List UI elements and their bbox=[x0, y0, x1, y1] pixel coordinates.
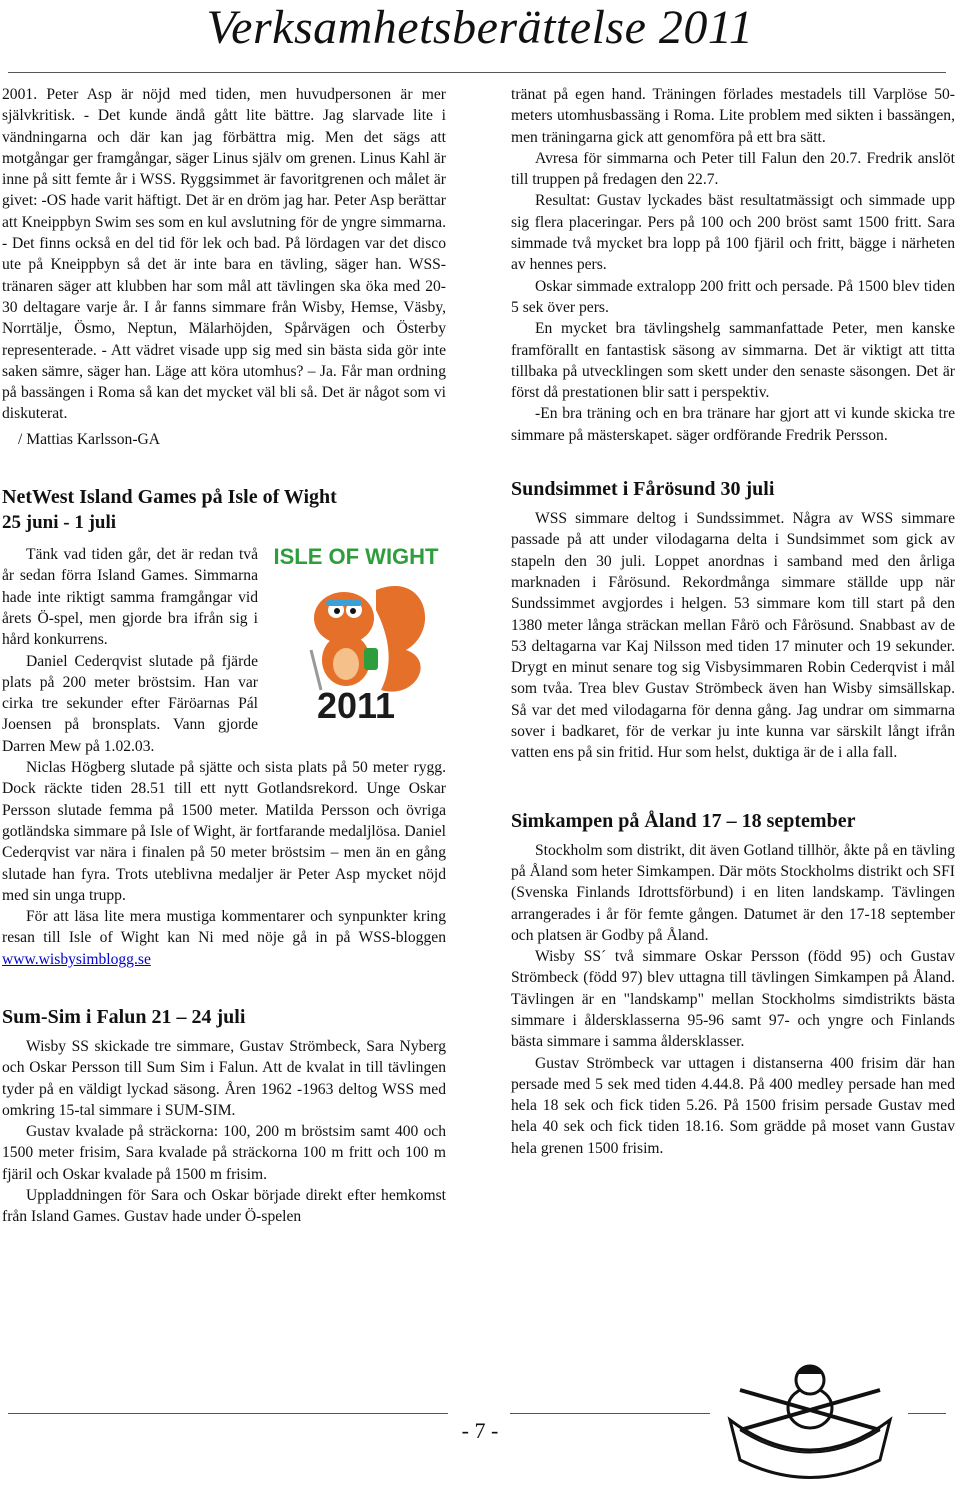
natwest-heading: NetWest Island Games på Isle of Wight bbox=[2, 486, 337, 509]
page-title: Verksamhetsberättelse 2011 bbox=[206, 1, 754, 54]
aland-para-2: Wisby SS´ två simmare Oskar Persson (född 95) och Gustav Strömbeck (född 97) blev uttagna till tävlingen Simkampen på Åland. Tävlingen är en "landskamp" mellan Stockholms simdistrikts bästa simmare i åldersklasserna 95-96 samt 97- och yngre och Finlands bästa simmare i samma åldersklasser. bbox=[511, 948, 955, 1051]
farosund-para: WSS simmare deltog i Sundssimmet. Några av WSS simmare passade på att under vilodagarna delta i Sundsimmet som gick av stapeln den 30 juli. Loppet anordnas i samband med den årliga marknaden i Fårösund. Rekordmånga simmare ställde upp när Sundssimmet avgjordes i helgen. 53 simmare kom till start på den 1380 meter långa sträckan mellan Fårö och Fårösund. Snabbast av de 53 deltagarna var Kaj Nilsson med tiden 17 minuter och 19 sekunder. Drygt en minut senare tog sig Visbysimmaren Robin Cederqvist i mål som tvåa. Trea blev Gustav Strömbeck även han Wisby simsällskap. Så var det med vilodagarna för denna gång. Jag undrar om simmarna sover i badkaret, för de verkar ju inte kunna var särskilt långt ifrån vatten ens på sin fritid. Hur som helst, duktiga är de i alla fall. bbox=[511, 510, 955, 762]
falun-para-2: Gustav kvalade på sträckorna: 100, 200 m bröstsim samt 400 och 1500 meter frisim, Sara kvalade på sträckorna 100 m fritt och 100 m fjäril och Oskar kvalade på 1500 m frisim. bbox=[2, 1123, 446, 1183]
falun-para-3: Uppladdningen för Sara och Oskar började direkt efter hemkomst från Island Games. Gustav hade under Ö-spelen bbox=[2, 1187, 446, 1226]
falun-para-1: Wisby SS skickade tre simmare, Gustav Strömbeck, Sara Nyberg och Oskar Persson till Sum Sim i Falun. Att de kvalat in till tävlingen tyder på en väldigt lyckad säsong. Åren 1962 -1963 deltog WSS med omkring 15-tal simmare i SUM-SIM. bbox=[2, 1037, 446, 1119]
footer-rule-left bbox=[8, 1413, 448, 1414]
rowing-boat-illustration bbox=[710, 1360, 910, 1489]
page-number: - 7 - bbox=[461, 1418, 499, 1443]
right-para-2: Avresa för simmarna och Peter till Falun den 20.7. Fredrik anslöt till truppen på fredagen den 22.7. bbox=[511, 149, 955, 189]
natwest-para-2: Daniel Cederqvist slutade på fjärde plats på 200 meter bröstsim. Han var cirka tre sekunder efter Färöarnas Pál Joensen på bronsplats. Vann gjorde Darren Mew på 1.02.03. bbox=[2, 652, 258, 755]
footer-rule-right bbox=[510, 1413, 710, 1414]
aland-para-3: Gustav Strömbeck var uttagen i distanserna 400 frisim där han persade med 5 sek med tiden 4.44.8. På 400 medley persade han med hela 18 sek och fick tiden 5.26. På 1500 frisim persade Gustav med hela 40 sek och fick tiden 18.16. Som grädde på moset vann Gustav hela grenen 1500 frisim. bbox=[511, 1054, 955, 1157]
right-para-3: Resultat: Gustav lyckades bäst resultatmässigt och simmade upp sig flera placeringar. Pers på 100 och 200 bröst samt 1500 fritt. Sara simmade två mycket bra lopp på 100 fjäril och fritt, bägge i närheten av hennes pers. bbox=[511, 192, 955, 274]
right-para-1: tränat på egen hand. Träningen förlades mestadels till Varplöse 50-meters utomhusbassäng i Roma. Lite problem med sikten i bassängen, men träningarna gick att genomföra på ett bra sätt. bbox=[511, 86, 955, 146]
natwest-para-4 bbox=[2, 906, 446, 970]
signature: / Mattias Karlsson-GA bbox=[18, 430, 161, 448]
aland-para-1: Stockholm som distrikt, dit även Gotland tillhör, åkte på en tävling på Åland som heter Simkampen. Där möts Stockholms distrikt och SFI (Svenska Finlands Idrottsförbund) i en liten landskamp. Tävlingen arrangerades i år för femte gången. Datumet är den 17-18 september och platsen är Godby på Åland. bbox=[511, 841, 955, 944]
logo-year: 2011 bbox=[316, 685, 396, 723]
natwest-para-1: Tänk vad tiden går, det är redan två år sedan förra Island Games. Simmarna hade inte riktigt samma framgångar vid årets Ö-spel, men gjorde bra ifrån sig i hård konkurrens. bbox=[2, 546, 258, 649]
header-rule bbox=[8, 72, 946, 73]
natwest-para-4-text: För att läsa lite mera mustiga kommentarer och synpunkter kring resan till Isle of Wight kan Ni med nöje gå in på WSS-bloggen bbox=[2, 908, 446, 947]
footer-rule-far-right bbox=[908, 1413, 946, 1414]
natwest-subheading: 25 juni - 1 juli bbox=[2, 512, 117, 534]
wss-blog-link[interactable]: www.wisbysimblogg.se bbox=[2, 950, 151, 968]
right-para-5: En mycket bra tävlingshelg sammanfattade Peter, men kanske framförallt en fantastisk säsong av simmarna. Det är viktigt att titta tillbaka på utvecklingen som skett under den senaste säsongen. Det är först då prestationen blir satt i perspektiv. bbox=[511, 320, 955, 402]
farosund-heading: Sundsimmet i Fårösund 30 juli bbox=[511, 478, 775, 501]
intro-paragraph: 2001. Peter Asp är nöjd med tiden, men huvudpersonen är mer självkritisk. - Det kunde ändå gått lite bättre. Jag slarvade lite i vändningarna och där kan jag förbättra mig. Men det sägs att motgångar ger framgångar, säger Linus själv om grenen. Linus Kahl är inne på sitt femte år i WSS. Ryggsimmet är favoritgrenen och målet är givet: -OS hade varit häftigt. Det är en dröm jag har. Peter Asp berättar att Kneippbyn Swim ses som en kul avslutning för de yngre simmarna. - Det finns också en del tid för lek och bad. På lördagen var det disco ute på Kneippbyn så det är inte bara en tävling, säger han. WSS-tränaren säger att klubben har som mål att tävlingen ska öka med 20-30 deltagare varje år. I år fanns simmare från Wisby, Hemse, Väsby, Norrtälje, Ösmo, Neptun, Mälarhöjden, Spårvägen och Österby representerade. - Att vädret visade upp sig med sin bästa sida gör inte saken sämre, säger han. Läge att köra utomhus? – Ja. Får man ordning på bassängen i Roma så kan det mycket väl bli så. Det är något som vi diskuterat. bbox=[2, 86, 446, 423]
isle-of-wight-logo bbox=[266, 540, 446, 722]
right-para-6: -En bra träning och en bra tränare har gjort att vi kunde skicka tre simmare på mästerskapet. säger ordförande Fredrik Persson. bbox=[511, 405, 955, 444]
right-para-4: Oskar simmade extralopp 200 fritt och persade. På 1500 blev tiden 5 sek över pers. bbox=[511, 277, 955, 316]
logo-top-text: ISLE OF WIGHT bbox=[273, 544, 439, 570]
natwest-para-3: Niclas Högberg slutade på sjätte och sista plats på 50 meter rygg. Dock räckte tiden 28.51 till ett nytt Gotlandsrekord. Unge Oskar Persson slutade femma på 1500 meter. Matilda Persson och övriga gotländska simmare på Isle of Wight, är fortfarande medaljlösa. Daniel Cederqvist var nära i finalen på 50 meter bröstsim – men än en gång slutade han fyra. Trots uteblivna medaljer är Peter Asp mycket nöjd med sin unga trupp. bbox=[2, 759, 446, 904]
falun-heading: Sum-Sim i Falun 21 – 24 juli bbox=[2, 1005, 246, 1028]
right-column bbox=[511, 84, 955, 1159]
aland-heading: Simkampen på Åland 17 – 18 september bbox=[511, 809, 856, 832]
left-column bbox=[2, 84, 446, 1228]
